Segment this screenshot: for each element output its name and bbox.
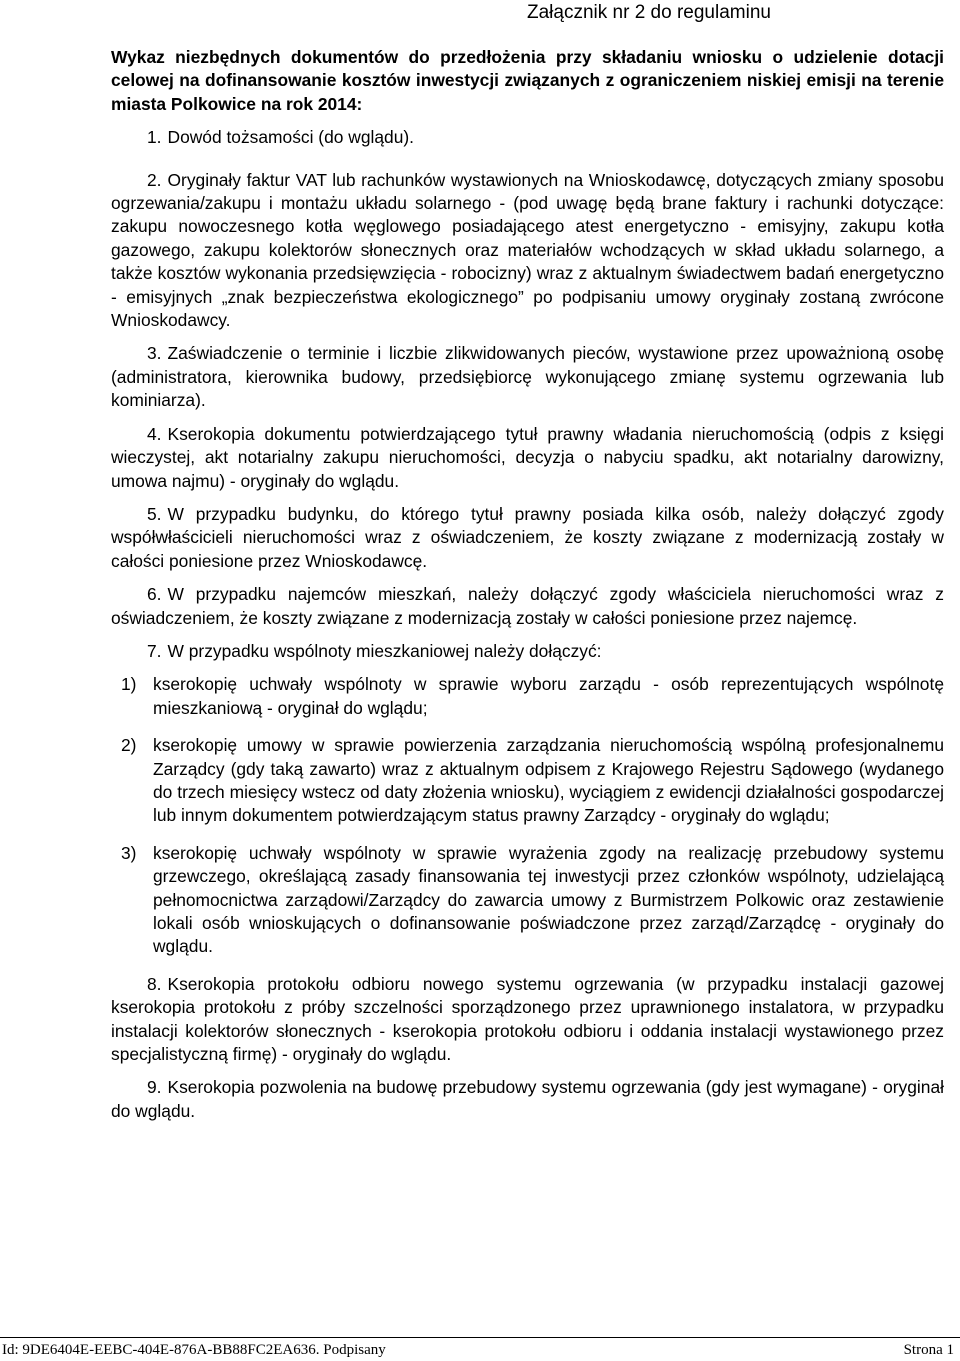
list-item-5 bbox=[111, 503, 944, 573]
item-text: W przypadku najemców mieszkań, należy dołączyć zgody właściciela nieruchomości wraz z oświadczeniem, że koszty związane z modernizacją zostały w całości poniesione przez najemcę. bbox=[111, 584, 944, 628]
item-text: Oryginały faktur VAT lub rachunków wystawionych na Wnioskodawcę, dotyczących zmiany sposobu ogrzewania/zakupu i montażu układu solarnego - (pod uwagę będą brane faktury i rachunki dotyczące: zakupu nowoczesnego kotła węglowego posiadającego atest energetyczno - emisyjny, zakupu kotła gazowego, zakupu kolektorów słonecznych oraz materiałów wchodzących w skład układu solarnego, a także kosztów wykonania przedsięwzięcia - robocizny) wraz z aktualnym świadectwem badań energetyczno - emisyjnych „znak bezpieczeństwa ekologicznego” po podpisaniu umowy oryginały zostaną zwrócone Wnioskodawcy. bbox=[111, 169, 944, 331]
document-body bbox=[111, 46, 944, 1133]
document-id: Id: 9DE6404E-EEBC-404E-876A-BB88FC2EA636. Podpisany bbox=[2, 1342, 386, 1358]
list-item-1 bbox=[111, 126, 944, 149]
sub-item-text: kserokopię umowy w sprawie powierzenia zarządzania nieruchomością wspólną profesjonalnemu Zarządcy (gdy taką zawarto) wraz z aktualnym odpisem z Krajowego Rejestru Sądowego (wydanego do trzech miesięcy wstecz od daty złożenia wniosku), wyciągiem z ewidencji działalności gospodarczej lub innym dokumentem potwierdzającym status prawny Zarządcy - oryginały do wglądu; bbox=[153, 735, 944, 826]
item-text: Kserokopia protokołu odbioru nowego systemu ogrzewania (w przypadku instalacji gazowej kserokopia protokołu z próby szczelności sporządzonego przez uprawnionego instalatora, w przypadku instalacji kolektorów słonecznych - kserokopia protokołu odbioru i oddania instalacji wystawionego przez specjalistyczną firmę) - oryginały do wglądu. bbox=[111, 973, 944, 1065]
item-text: Kserokopia dokumentu potwierdzającego tytuł prawny władania nieruchomością (odpis z księgi wieczystej, akt notarialny zakupu nieruchomości, decyzja o nabyciu spadku, akt notarialny darowizny, umowa najmu) - oryginały do wglądu. bbox=[111, 423, 944, 491]
item-text: Kserokopia pozwolenia na budowę przebudowy systemu ogrzewania (gdy jest wymagane) - oryginał do wglądu. bbox=[111, 1077, 944, 1121]
list-item-6 bbox=[111, 583, 944, 630]
item-number: 1. bbox=[147, 127, 162, 148]
sub-item-number: 3) bbox=[121, 842, 137, 863]
sub-item-3 bbox=[121, 842, 944, 959]
list-item-9 bbox=[111, 1076, 944, 1123]
sub-item-2 bbox=[121, 734, 944, 828]
annex-label: Załącznik nr 2 do regulaminu bbox=[527, 2, 771, 23]
item-text: W przypadku wspólnoty mieszkaniowej należy dołączyć: bbox=[167, 640, 602, 661]
item-number: 5. bbox=[147, 503, 162, 524]
document-title: Wykaz niezbędnych dokumentów do przedłożenia przy składaniu wniosku o udzielenie dotacji celowej na dofinansowanie kosztów inwestycji związanych z ograniczeniem niskiej emisji na terenie miasta Polkowice na rok 2014: bbox=[111, 47, 944, 114]
list-item-2 bbox=[111, 169, 944, 333]
item-number: 7. bbox=[147, 640, 162, 661]
item-text: W przypadku budynku, do którego tytuł prawny posiada kilka osób, należy dołączyć zgody współwłaścicieli nieruchomości wraz z oświadczeniem, że koszty związane z modernizacją zostały w całości poniesione przez Wnioskodawcę. bbox=[111, 503, 944, 571]
sub-item-number: 2) bbox=[121, 735, 137, 756]
item-number: 3. bbox=[147, 343, 162, 364]
page-footer bbox=[0, 1337, 960, 1360]
item-text: Dowód tożsamości (do wglądu). bbox=[167, 127, 414, 148]
item-number: 6. bbox=[147, 584, 162, 605]
sub-item-text: kserokopię uchwały wspólnoty w sprawie wyboru zarządu - osób reprezentujących wspólnotę mieszkaniową - oryginał do wglądu; bbox=[153, 674, 944, 718]
item-number: 8. bbox=[147, 973, 162, 994]
sub-item-1 bbox=[121, 673, 944, 720]
item-number: 2. bbox=[147, 169, 162, 190]
list-item-4 bbox=[111, 423, 944, 493]
list-item-3 bbox=[111, 342, 944, 412]
list-item-7 bbox=[111, 640, 944, 663]
sub-item-number: 1) bbox=[121, 674, 137, 695]
page-number: Strona 1 bbox=[903, 1342, 954, 1358]
item-number: 4. bbox=[147, 423, 162, 444]
sub-item-text: kserokopię uchwały wspólnoty w sprawie wyrażenia zgody na realizację przebudowy systemu grzewczego, określającą zasady finansowania tej inwestycji przez członków wspólnoty, udzielającą pełnomocnictwa zarządowi/Zarządcy do zawarcia umowy z Burmistrzem Polkowic oraz zestawienie lokali osób wnioskujących o dofinansowanie poświadczone przez zarząd/Zarządcę - oryginały do wglądu. bbox=[153, 842, 944, 957]
list-item-8 bbox=[111, 973, 944, 1067]
item-number: 9. bbox=[147, 1077, 162, 1098]
sub-list bbox=[111, 673, 944, 958]
item-text: Zaświadczenie o terminie i liczbie zlikwidowanych pieców, wystawione przez upoważnioną osobę (administratora, kierownika budowy, przedsiębiorcę wykonującego zmianę systemu ogrzewania lub kominiarza). bbox=[111, 343, 944, 411]
